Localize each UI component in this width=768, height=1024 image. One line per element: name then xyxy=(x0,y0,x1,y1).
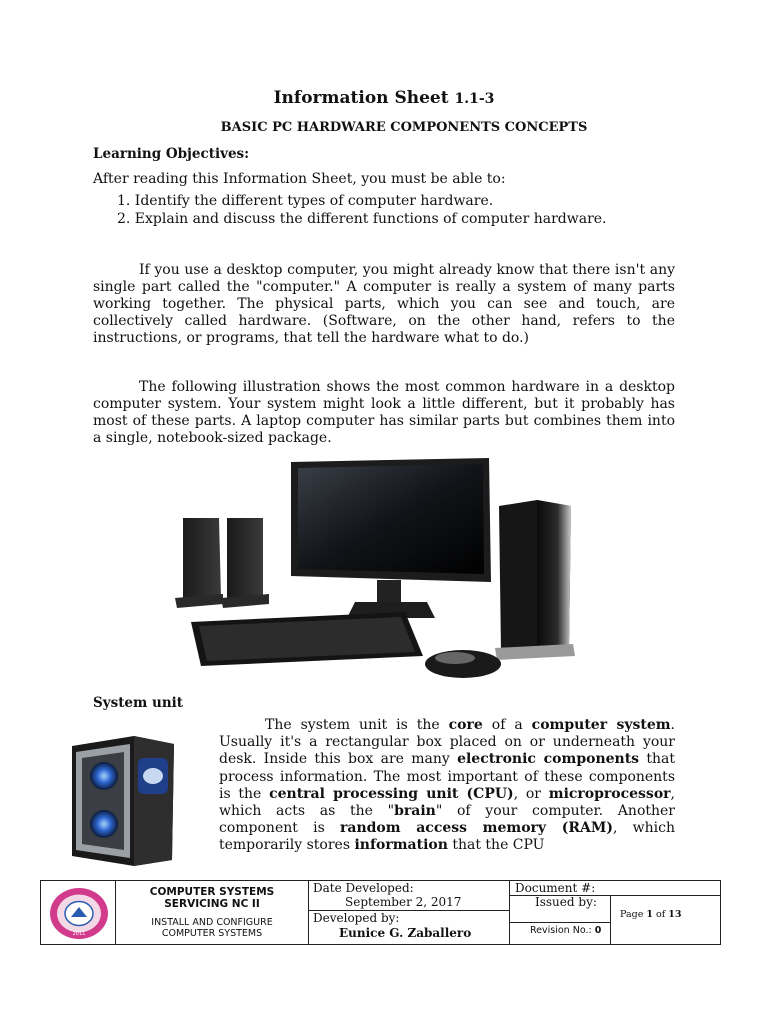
developed-by-label: Developed by: xyxy=(313,911,400,925)
revision-value: 0 xyxy=(594,925,602,936)
page-subtitle: BASIC PC HARDWARE COMPONENTS CONCEPTS xyxy=(220,120,588,135)
objective-item: 2. Explain and discuss the different functions of computer hardware. xyxy=(117,211,607,227)
paragraph-text: If you use a desktop computer, you might already know that there isn't any single part called the "computer." A computer is really a system of many parts working together. The physical parts, which you can see and touch, are collectively called hardware. (Software, on the other hand, refers to the instructions, or programs, that tell the hardware what to do.) xyxy=(93,262,675,346)
seal-year: 2011 xyxy=(72,931,86,937)
text-run: The system unit is the xyxy=(265,717,449,733)
page-total: 13 xyxy=(668,909,682,920)
bold-term: microprocessor xyxy=(548,785,671,802)
text-run: that process information. The most important of these components is the xyxy=(219,751,675,802)
text-run: . Usually it's a rectangular box placed on or underneath your desk. Inside this box are many xyxy=(219,717,675,768)
objectives-intro: After reading this Information Sheet, you must be able to: xyxy=(93,171,506,187)
document-footer xyxy=(40,880,721,945)
development-cell xyxy=(309,881,510,944)
page-label: Page xyxy=(620,909,647,920)
keyboard xyxy=(191,612,423,666)
bold-term: central processing unit (CPU) xyxy=(269,785,514,802)
issued-by-label: Issued by: xyxy=(535,895,597,909)
page-title xyxy=(0,88,768,108)
unit-title-line2: COMPUTER SYSTEMS xyxy=(161,928,263,939)
course-title-line2: SERVICING NC II xyxy=(164,898,260,910)
date-developed-label: Date Developed: xyxy=(313,881,414,895)
text-run: " of your computer. Another component is xyxy=(219,803,675,837)
divider xyxy=(510,922,611,923)
bold-term: computer system xyxy=(531,717,671,733)
school-seal-cell xyxy=(41,881,116,944)
revision-number xyxy=(530,925,601,936)
developed-by-value: Eunice G. Zaballero xyxy=(339,926,472,940)
text-run: , or xyxy=(513,785,549,802)
revision-label: Revision No.: xyxy=(530,925,595,936)
speaker-right xyxy=(221,518,269,608)
bold-term: random access memory (RAM) xyxy=(340,820,613,837)
speaker-left xyxy=(175,518,223,608)
bold-term: electronic components xyxy=(457,751,640,768)
title-number: 1.1-3 xyxy=(454,91,495,107)
text-run: that the CPU xyxy=(447,837,545,854)
paragraph-text: The following illustration shows the most common hardware in a desktop computer system. Your system might look a little different, but it probably has most of these parts. A laptop computer has similar parts but combines them into a single, notebook-sized package. xyxy=(93,379,675,446)
mouse xyxy=(425,650,501,678)
bold-term: core xyxy=(448,717,483,733)
tower-case xyxy=(495,500,575,660)
illustration-paragraph xyxy=(93,379,675,447)
text-run: of a xyxy=(482,717,532,733)
desktop-computer-illustration xyxy=(165,452,605,692)
page-number xyxy=(620,909,682,920)
system-unit-paragraph xyxy=(219,717,675,855)
document-info-cell xyxy=(510,881,720,944)
page-of: of xyxy=(652,909,669,920)
title-text: Information Sheet xyxy=(273,88,455,108)
date-developed-value: September 2, 2017 xyxy=(345,895,462,909)
course-cell xyxy=(116,881,309,944)
intro-paragraph xyxy=(93,262,675,347)
issue-block xyxy=(510,895,611,944)
text-run: , which temporarily stores xyxy=(219,820,675,854)
system-unit-heading: System unit xyxy=(93,695,183,711)
objectives-heading: Learning Objectives: xyxy=(93,146,250,162)
text-run: , which acts as the " xyxy=(219,785,675,820)
page-current: 1 xyxy=(646,909,653,920)
course-title-line1: COMPUTER SYSTEMS xyxy=(149,886,275,898)
objective-item: 1. Identify the different types of computer hardware. xyxy=(117,193,494,209)
bold-term: information xyxy=(354,837,448,854)
unit-title-line1: INSTALL AND CONFIGURE xyxy=(151,917,273,928)
document-number-label: Document #: xyxy=(515,881,596,895)
monitor xyxy=(291,458,491,618)
system-unit-case-image xyxy=(64,728,180,868)
school-seal-logo xyxy=(49,887,109,940)
bold-term: brain xyxy=(394,803,436,820)
